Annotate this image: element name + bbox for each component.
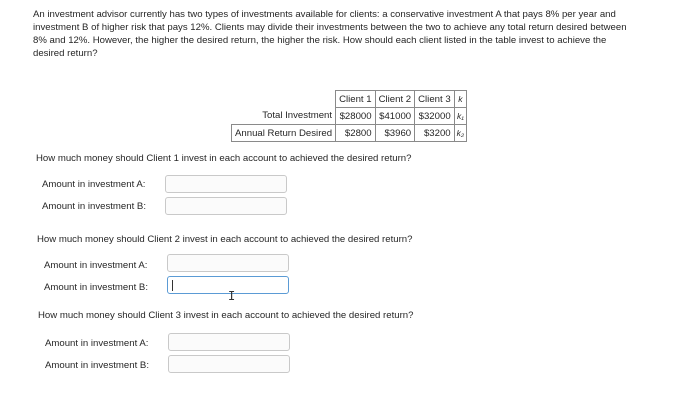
table-header-row [232, 91, 467, 108]
label-client-2-investment-a: Amount in investment A: [44, 260, 148, 271]
table-cell: $3200 [415, 125, 455, 142]
label-client-2-investment-b: Amount in investment B: [44, 282, 148, 293]
client-3-investment-a-input[interactable] [168, 333, 290, 351]
table-cell: $41000 [375, 108, 415, 125]
table-cell: $28000 [336, 108, 376, 125]
client-2-investment-a-input[interactable] [167, 254, 289, 272]
header-mark: k [454, 91, 467, 108]
label-client-3-investment-b: Amount in investment B: [45, 360, 149, 371]
table-cell: $3960 [375, 125, 415, 142]
client-3-investment-b-input[interactable] [168, 355, 290, 373]
row-label: Annual Return Desired [232, 125, 336, 142]
table-cell: $2800 [336, 125, 376, 142]
question-client-2: How much money should Client 2 invest in each account to achieved the desired return? [37, 234, 413, 245]
client-1-investment-a-input[interactable] [165, 175, 287, 193]
client-table [231, 90, 467, 142]
question-client-1: How much money should Client 1 invest in each account to achieved the desired return? [36, 153, 412, 164]
label-client-1-investment-a: Amount in investment A: [42, 179, 146, 190]
ibeam-cursor-icon: I [228, 289, 236, 303]
label-client-3-investment-a: Amount in investment A: [45, 338, 149, 349]
client-1-investment-b-input[interactable] [165, 197, 287, 215]
problem-text: An investment advisor currently has two types of investments available for clients: a conservative investment A that pays 8% per year and investment B of higher risk that pays 12%. Clients may divide their investments between the two to achieve any total return desired between 8% and 12%. However, the higher the desired return, the higher the risk. How should each client listed in the table invest to achieve the desired return? [33, 9, 627, 59]
label-client-1-investment-b: Amount in investment B: [42, 201, 146, 212]
table-corner [232, 91, 336, 108]
header-client-1: Client 1 [336, 91, 376, 108]
table-cell: $32000 [415, 108, 455, 125]
row-label: Total Investment [262, 110, 333, 122]
header-client-3: Client 3 [415, 91, 455, 108]
question-client-3: How much money should Client 3 invest in each account to achieved the desired return? [38, 310, 414, 321]
table-row [232, 108, 467, 125]
row-mark: k₁ [454, 108, 467, 125]
header-client-2: Client 2 [375, 91, 415, 108]
row-mark: k₂ [454, 125, 467, 142]
table-row [232, 125, 467, 142]
text-caret [172, 280, 173, 291]
